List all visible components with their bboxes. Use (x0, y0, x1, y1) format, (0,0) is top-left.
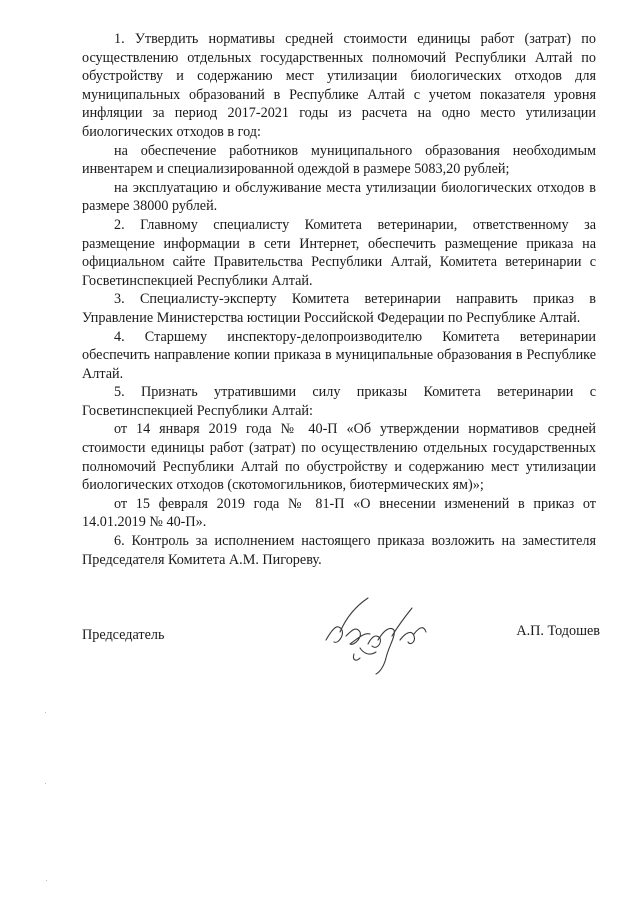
paragraph-5: 5. Признать утратившими силу приказы Комитета ветеринарии с Госветинспекцией Республики Алтай: (82, 384, 596, 419)
order-body (82, 30, 596, 569)
paragraph-6: 6. Контроль за исполнением настоящего приказа возложить на заместителя Председателя Комитета А.М. Пигореву. (82, 533, 596, 568)
scan-speck (46, 880, 47, 881)
handwritten-signature (316, 596, 466, 676)
paragraph-2: 2. Главному специалисту Комитета ветеринарии, ответственному за размещение информации в сети Интернет, обеспечить размещение приказа на официальном сайте Правительства Республики Алтай, Комитета ветеринарии с Госветинспекцией Республики Алтай. (82, 216, 596, 289)
scan-speck (45, 783, 46, 784)
paragraph-3: 3. Специалисту-эксперту Комитета ветеринарии направить приказ в Управление Министерства юстиции Российской Федерации по Республике Алтай. (82, 291, 596, 326)
signature-block (82, 596, 600, 676)
paragraph-4: 4. Старшему инспектору-делопроизводителю Комитета ветеринарии обеспечить направление копии приказа в муниципальные образования в Республике Алтай. (82, 328, 596, 382)
scan-speck (45, 712, 46, 713)
paragraph-5a: от 14 января 2019 года № 40-П «Об утверждении нормативов средней стоимости единицы работ (затрат) по осуществлению отдельных государственных полномочий Республики Алтай по обустройству и содержанию мест утилизации биологических отходов (скотомогильников, биотермических ям)»; (82, 421, 596, 494)
paragraph-1b: на эксплуатацию и обслуживание места утилизации биологических отходов в размере 38000 рублей. (82, 179, 596, 215)
paragraph-5b: от 15 февраля 2019 года № 81-П «О внесении изменений в приказ от 14.01.2019 № 40-П». (82, 495, 596, 531)
paragraph-1a: на обеспечение работников муниципального образования необходимым инвентарем и специализированной одеждой в размере 5083,20 рублей; (82, 142, 596, 178)
signatory-title: Председатель (82, 627, 165, 643)
signatory-name: А.П. Тодошев (516, 623, 600, 639)
paragraph-1: 1. Утвердить нормативы средней стоимости единицы работ (затрат) по осуществлению отдельных государственных полномочий Республики Алтай по обустройству и содержанию мест утилизации биологических отходов для муниципальных образований в Республике Алтай с учетом показателя уровня инфляции за период 2017-2021 годы из расчета на одно место утилизации биологических отходов в год: (82, 31, 596, 140)
